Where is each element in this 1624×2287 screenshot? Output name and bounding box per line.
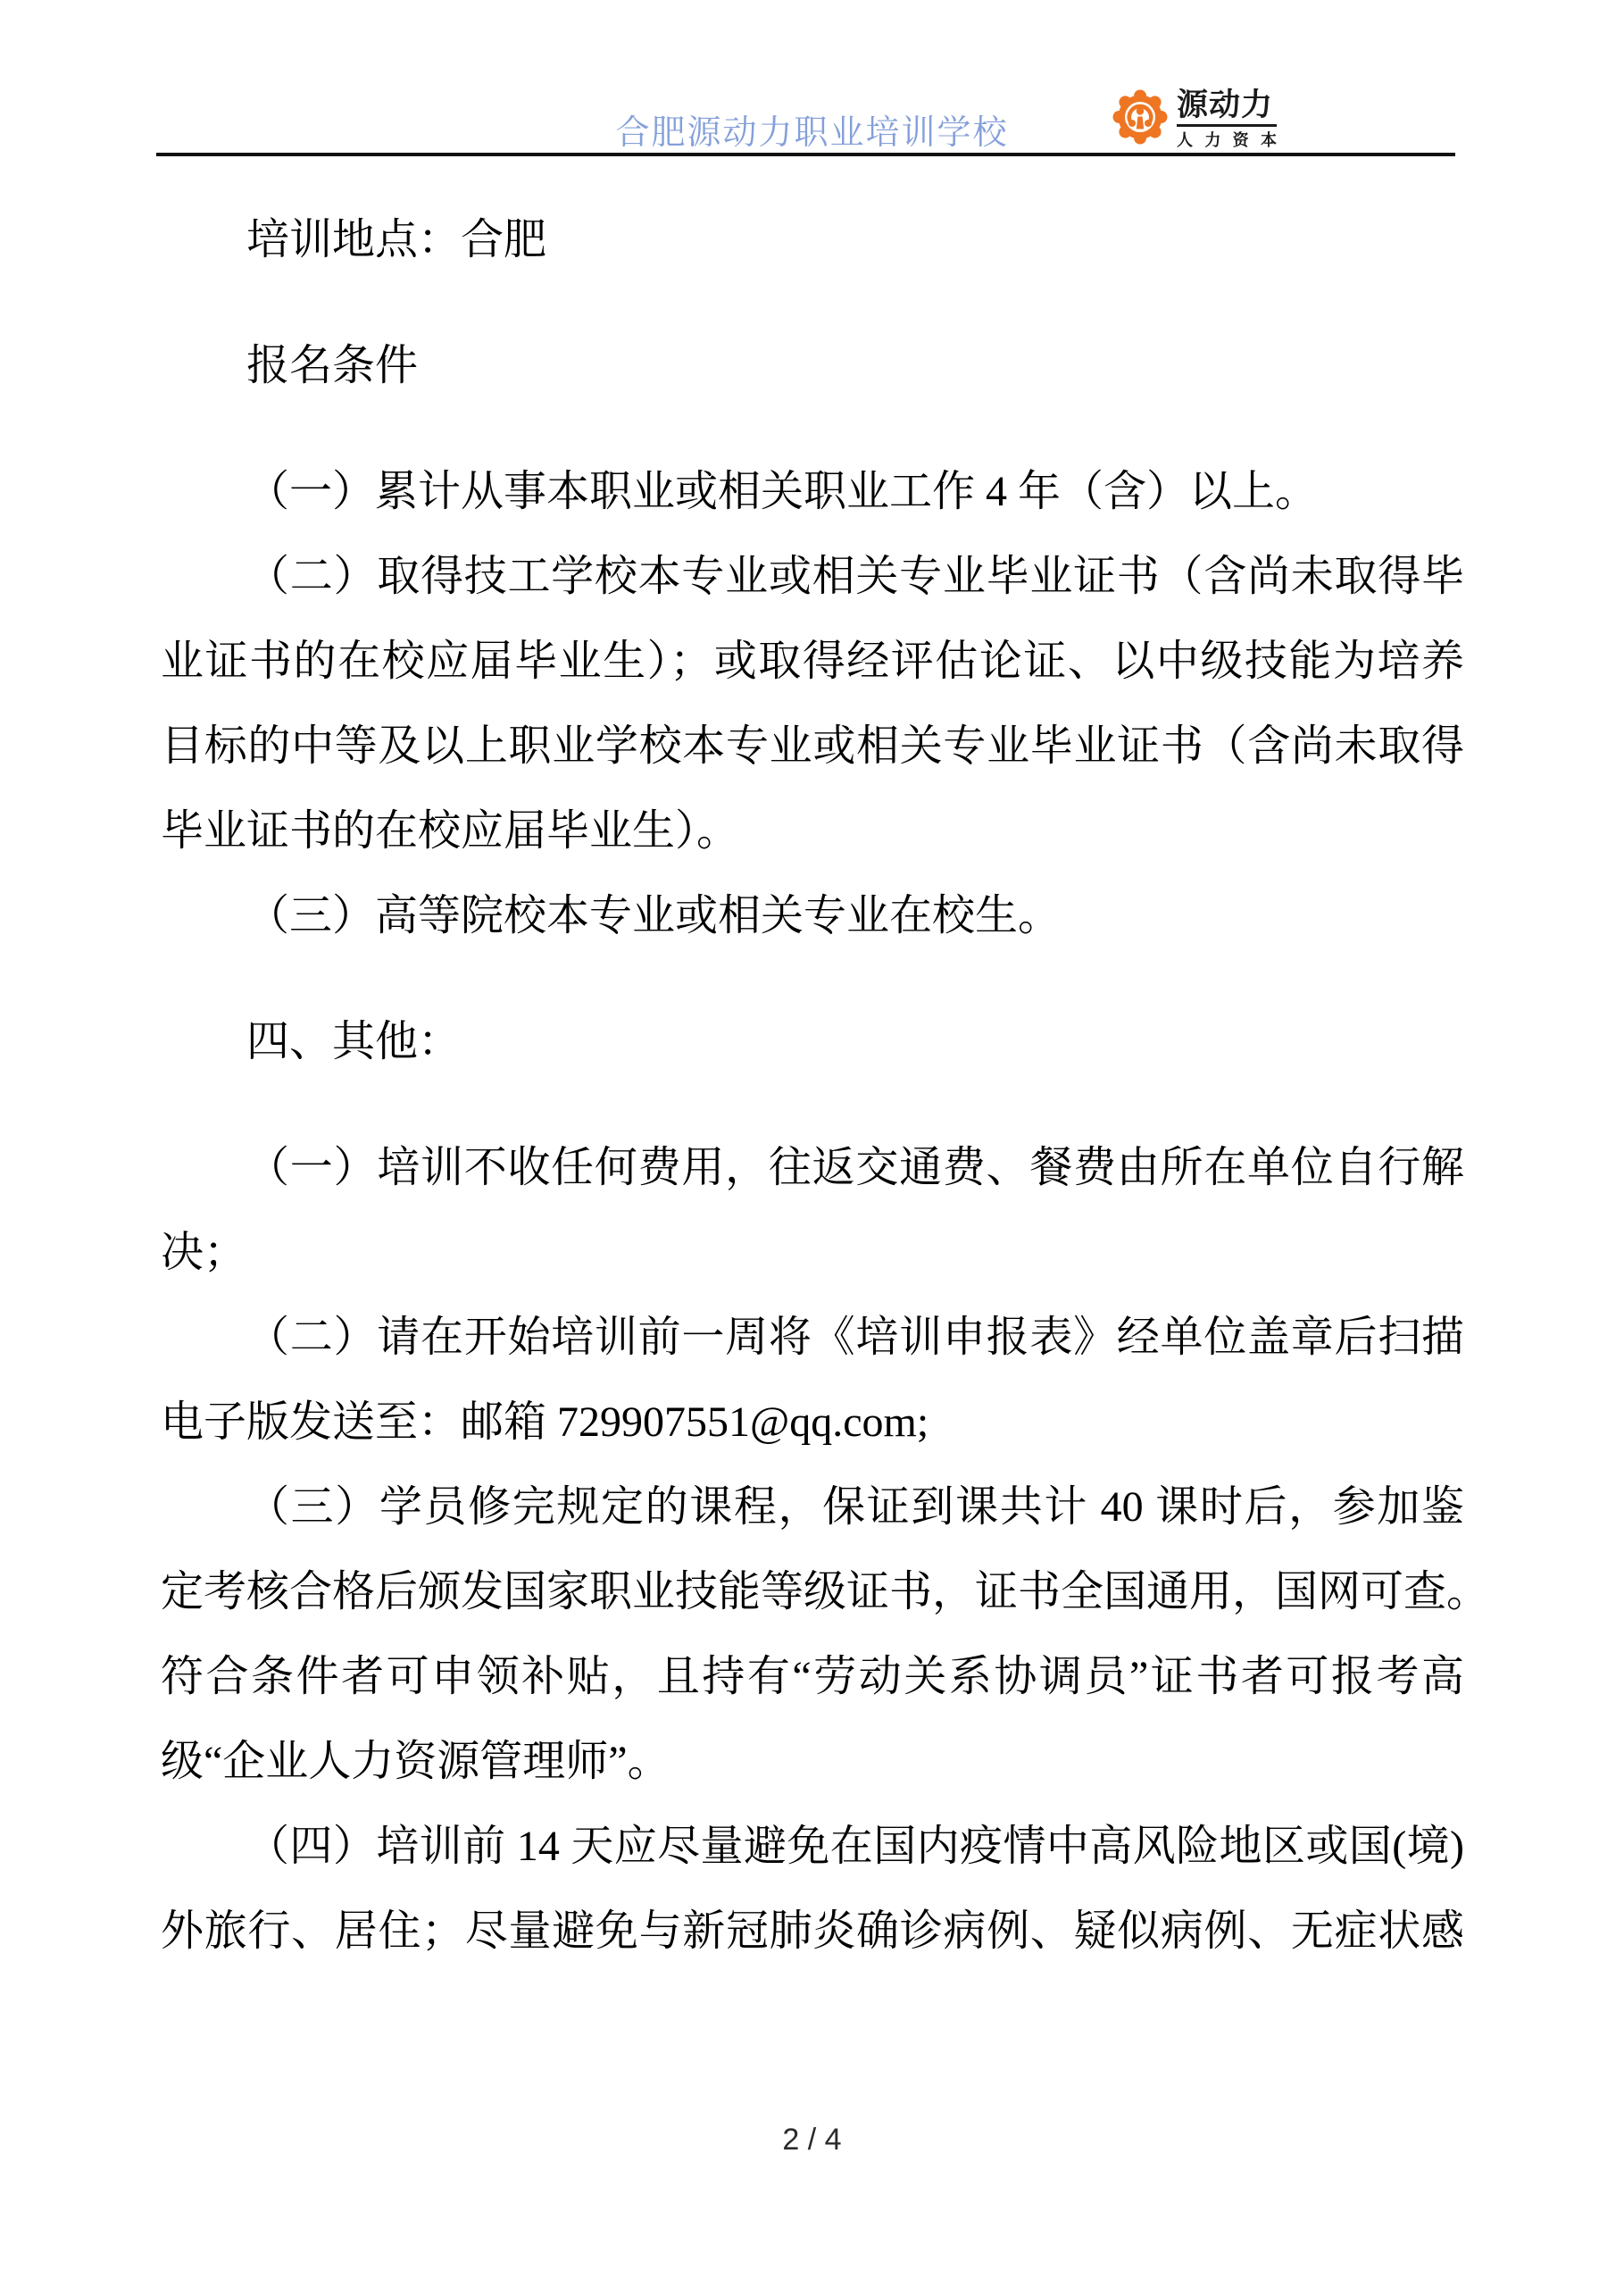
body-line: （三）学员修完规定的课程，保证到课共计 40 课时后，参加鉴 [246, 1483, 1464, 1531]
body-line: 业证书的在校应届毕业生）；或取得经评估论证、以中级技能为培养 [161, 638, 1464, 685]
body-line: （二）请在开始培训前一周将《培训申报表》经单位盖章后扫描 [246, 1314, 1464, 1361]
body-line: 外旅行、居住；尽量避免与新冠肺炎确诊病例、疑似病例、无症状感 [161, 1907, 1464, 1955]
logo-subbrand-char: 人 [1177, 131, 1193, 149]
logo-subbrand-char: 力 [1204, 131, 1221, 149]
logo-subbrand-char: 资 [1232, 131, 1249, 149]
header-school-name: 合肥源动力职业培训学校 [615, 114, 1009, 152]
body-line: （四）培训前 14 天应尽量避免在国内疫情中高风险地区或国(境) [246, 1823, 1464, 1870]
body-line: 四、其他： [246, 1018, 462, 1065]
body-line: 定考核合格后颁发国家职业技能等级证书，证书全国通用，国网可查。 [161, 1568, 1490, 1615]
body-line: 毕业证书的在校应届毕业生）。 [161, 807, 740, 855]
body-line: 目标的中等及以上职业学校本专业或相关专业毕业证书（含尚未取得 [161, 722, 1464, 770]
body-line: （一）培训不收任何费用，往返交通费、餐费由所在单位自行解 [246, 1144, 1464, 1191]
logo-brand-name: 源动力 [1177, 89, 1277, 127]
gear-person-icon [1112, 89, 1168, 145]
logo-subbrand-name [1177, 131, 1277, 149]
page-number: 2 / 4 [782, 2123, 842, 2157]
body-line: 电子版发送至：邮箱 729907551@qq.com; [161, 1398, 929, 1446]
document-body [161, 197, 1490, 1974]
body-line: 决； [161, 1229, 247, 1276]
body-line: 符合条件者可申领补贴，且持有“劳动关系协调员”证书者可报考高 [161, 1653, 1464, 1700]
body-line: 培训地点：合肥 [246, 216, 547, 263]
body-line: （一）累计从事本职业或相关职业工作 4 年（含）以上。 [246, 468, 1319, 515]
body-line: （二）取得技工学校本专业或相关专业毕业证书（含尚未取得毕 [246, 553, 1464, 600]
body-line: 级“企业人力资源管理师”。 [161, 1738, 670, 1785]
body-line: （三）高等院校本专业或相关专业在校生。 [246, 892, 1062, 939]
logo-subbrand-char: 本 [1260, 131, 1277, 149]
header-divider [156, 153, 1455, 156]
company-logo [1112, 89, 1277, 149]
body-line: 报名条件 [246, 342, 419, 389]
logo-text [1177, 89, 1277, 149]
